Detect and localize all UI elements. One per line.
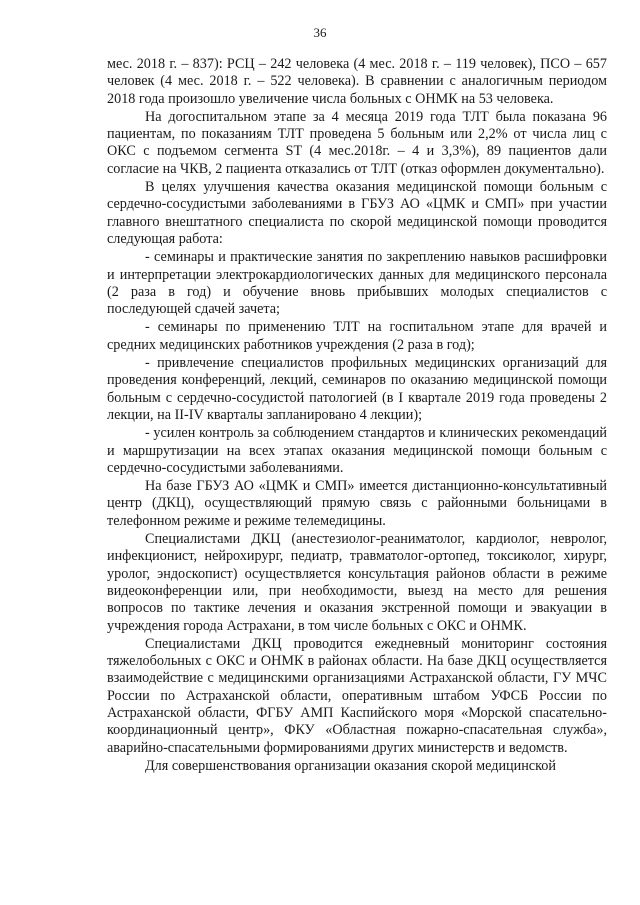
- list-item: - усилен контроль за соблюдением стандартов и клинических рекомендаций и маршрутизации на всех этапах оказания медицинской помощи больным с сердечно-сосудистыми заболеваниями.: [107, 425, 607, 476]
- list-item: - семинары по применению ТЛТ на госпитальном этапе для врачей и средних медицинских работников учреждения (2 раза в год);: [107, 319, 607, 353]
- paragraph: Специалистами ДКЦ проводится ежедневный мониторинг состояния тяжелобольных с ОКС и ОНМК в районах области. На базе ДКЦ осуществляется взаимодействие с медицинскими организациями Астраханской области, ГУ МЧС России по Астраханской области, оперативным штабом УФСБ России по Астраханской области, ФГБУ АМП Каспийского моря «Морской спасательно-координационный центр», ФКУ «Областная пожарно-спасательная служба», аварийно-спасательными формированиями других министерств и ведомств.: [107, 635, 607, 756]
- page-number: 36: [313, 25, 327, 40]
- paragraph: Специалистами ДКЦ (анестезиолог-реаниматолог, кардиолог, невролог, инфекционист, нейрохирург, педиатр, травматолог-ортопед, токсиколог, хирург, уролог, эндоскопист) осуществляется консультация районов области в режиме видеоконференции или, при необходимости, выезд на место для решения вопросов по тактике лечения и оказания экстренной помощи и эвакуации в учреждения города Астрахани, в том числе больных с ОКС и ОНМК.: [107, 531, 607, 634]
- paragraph: мес. 2018 г. – 837): РСЦ – 242 человека (4 мес. 2018 г. – 119 человек), ПСО – 657 человек (4 мес. 2018 г. – 522 человека). В сравнении с аналогичным периодом 2018 года произошло увеличение числа больных с ОНМК на 53 человека.: [107, 56, 607, 107]
- document-body: [107, 56, 607, 775]
- list-item: - привлечение специалистов профильных медицинских организаций для проведения конференций, лекций, семинаров по оказанию медицинской помощи больным с сердечно-сосудистой патологией (в I квартале 2019 года проведены 2 лекции, на II-IV кварталы запланировано 4 лекции);: [107, 355, 607, 423]
- paragraph: В целях улучшения качества оказания медицинской помощи больным с сердечно-сосудистыми заболеваниями в ГБУЗ АО «ЦМК и СМП» при участии главного внештатного специалиста по скорой медицинской помощи проводится следующая работа:: [107, 179, 607, 247]
- paragraph: Для совершенствования организации оказания скорой медицинской: [145, 757, 556, 774]
- list-item: - семинары и практические занятия по закреплению навыков расшифровки и интерпретации электрокардиологических данных для медицинского персонала (2 раза в год) и обучение вновь прибывших молодых специалистов с последующей сдачей зачета;: [107, 249, 607, 318]
- paragraph: На догоспитальном этапе за 4 месяца 2019 года ТЛТ была показана 96 пациентам, по показаниям ТЛТ проведена 5 больным или 2,2% от числа лиц с ОКС с подъемом сегмента ST (4 мес.2018г. – 4 и 3,3%), 89 пациентов дали согласие на ЧКВ, 2 пациента отказались от ТЛТ (отказ оформлен документально).: [107, 108, 607, 177]
- paragraph: На базе ГБУЗ АО «ЦМК и СМП» имеется дистанционно-консультативный центр (ДКЦ), осуществляющий прямую связь с районными больницами в телефонном режиме и режиме телемедицины.: [107, 478, 607, 529]
